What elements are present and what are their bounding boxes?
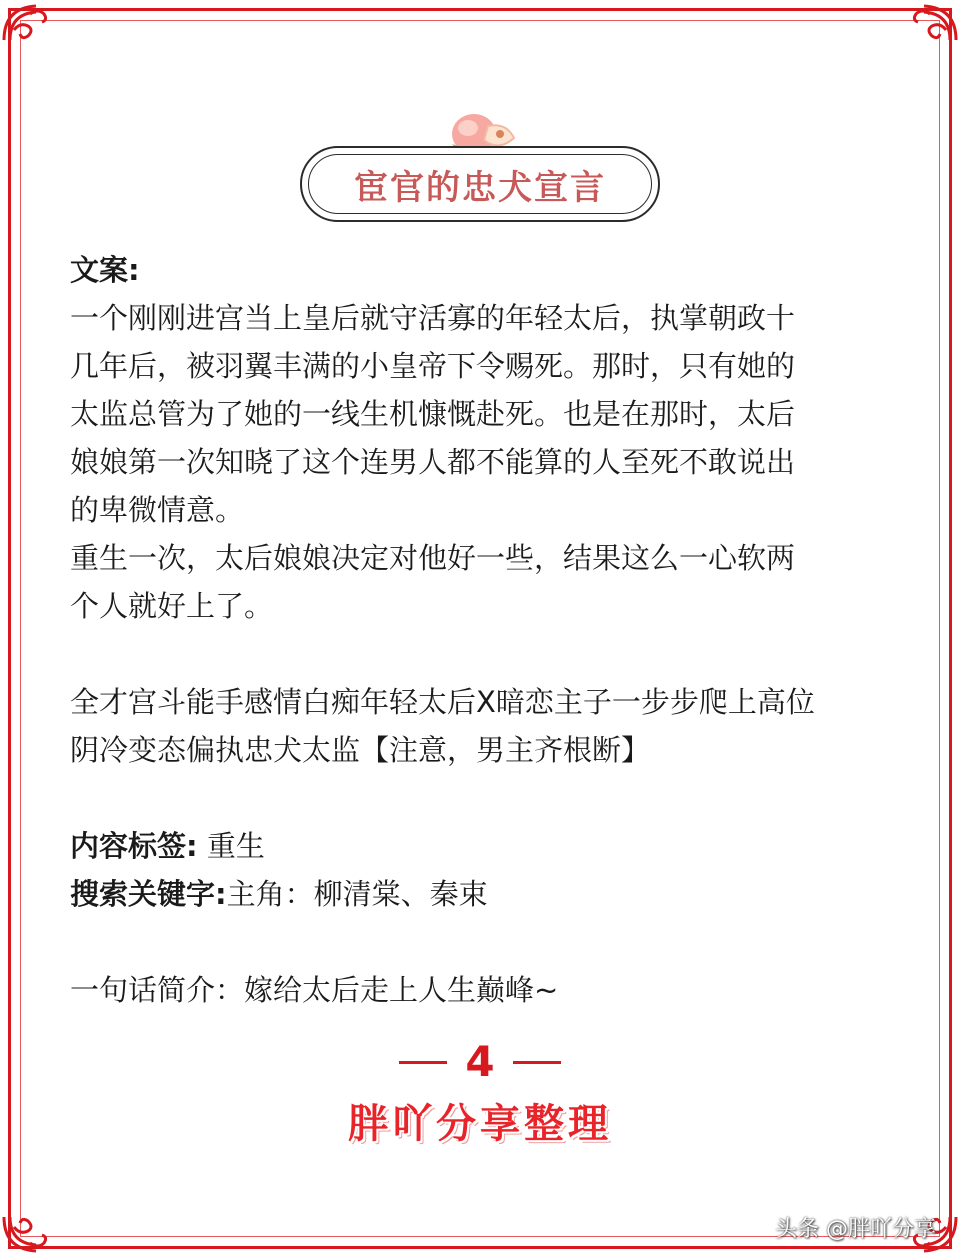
book-title: 宦官的忠犬宣言 <box>354 167 606 208</box>
character-tags-line: 阴冷变态偏执忠犬太监【注意，男主齐根断】 <box>70 733 651 767</box>
synopsis-label: 文案: <box>70 253 140 287</box>
character-tags-line: 全才宫斗能手感情白痴年轻太后X暗恋主子一步步爬上高位 <box>70 685 815 719</box>
synopsis-content <box>70 246 900 1014</box>
corner-ornament-icon <box>0 1187 70 1257</box>
synopsis-line: 太监总管为了她的一线生机慷慨赴死。也是在那时，太后 <box>70 397 796 431</box>
corner-ornament-icon <box>0 0 70 70</box>
one-line-summary: 一句话简介：嫁给太后走上人生巅峰~ <box>70 973 559 1007</box>
watermark: 头条 @胖吖分享 <box>775 1217 936 1242</box>
content-tags-value: 重生 <box>197 829 265 863</box>
synopsis-line: 几年后，被羽翼丰满的小皇帝下令赐死。那时，只有她的 <box>70 349 796 383</box>
divider-line-right <box>513 1061 561 1064</box>
title-banner <box>300 146 660 222</box>
divider-line-left <box>399 1061 447 1064</box>
search-keywords-row <box>70 870 900 918</box>
content-tags-label: 内容标签: <box>70 829 198 863</box>
content-tags-row <box>70 822 900 870</box>
brand-signature: 胖吖分享整理 <box>348 1101 612 1147</box>
corner-ornament-icon <box>890 0 960 70</box>
page-number-row <box>0 1038 960 1086</box>
synopsis-line: 娘娘第一次知晓了这个连男人都不能算的人至死不敢说出 <box>70 445 796 479</box>
synopsis-line: 的卑微情意。 <box>70 493 245 527</box>
search-keywords-value: 主角：柳清棠、秦束 <box>226 877 488 911</box>
page-number: 4 <box>465 1037 495 1086</box>
synopsis-line: 个人就好上了。 <box>70 589 274 623</box>
synopsis-line: 重生一次，太后娘娘决定对他好一些，结果这么一心软两 <box>70 541 796 575</box>
search-keywords-label: 搜索关键字: <box>70 877 227 911</box>
synopsis-line: 一个刚刚进宫当上皇后就守活寡的年轻太后，执掌朝政十 <box>70 301 796 335</box>
